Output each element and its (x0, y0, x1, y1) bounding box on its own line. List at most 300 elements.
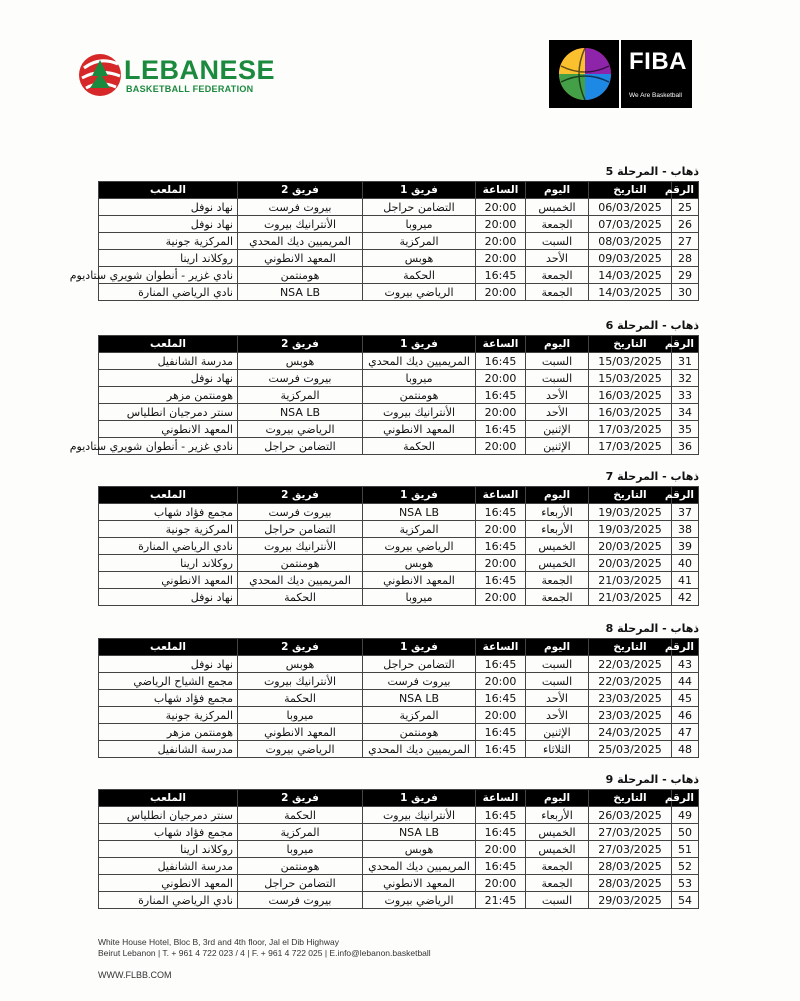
cell-num: 42 (672, 589, 699, 606)
cell-date: 26/03/2025 (589, 807, 672, 824)
cell-time: 16:45 (476, 267, 526, 284)
column-header-day: اليوم (526, 639, 589, 656)
cell-day: السبت (526, 892, 589, 909)
round-title: ذهاب - المرحلة 5 (605, 165, 699, 178)
table-row (99, 892, 699, 909)
table-row (99, 216, 699, 233)
cell-date: 23/03/2025 (589, 707, 672, 724)
cell-date: 15/03/2025 (589, 370, 672, 387)
table-row (99, 438, 699, 455)
cell-team2: المعهد الانطوني (238, 724, 363, 741)
cell-team2: بيروت فرست (238, 504, 363, 521)
cell-time: 20:00 (476, 875, 526, 892)
cell-venue: نهاد نوفل (99, 199, 238, 216)
cell-team2: بيروت فرست (238, 370, 363, 387)
cell-day: السبت (526, 656, 589, 673)
cell-team1: NSA LB (363, 824, 476, 841)
cell-team2: الأنترانيك بيروت (238, 538, 363, 555)
cell-team1: المريميين ديك المحدي (363, 353, 476, 370)
cell-team2: ميروبا (238, 841, 363, 858)
cell-venue: مدرسة الشانفيل (99, 741, 238, 758)
cell-team2: المريميين ديك المحدي (238, 233, 363, 250)
cell-day: السبت (526, 370, 589, 387)
cell-time: 20:00 (476, 841, 526, 858)
cell-team1: الرياضي بيروت (363, 284, 476, 301)
cell-team1: هوبس (363, 250, 476, 267)
cell-date: 19/03/2025 (589, 521, 672, 538)
cell-team2: هوبس (238, 353, 363, 370)
column-header-venue: الملعب (99, 182, 238, 199)
schedule-table (69, 181, 699, 301)
cell-team2: NSA LB (238, 284, 363, 301)
cell-num: 47 (672, 724, 699, 741)
page-header (0, 0, 800, 150)
cell-team1: NSA LB (363, 690, 476, 707)
cell-day: الجمعة (526, 284, 589, 301)
column-header-time: الساعة (476, 487, 526, 504)
column-header-team2: فريق 2 (238, 336, 363, 353)
cell-day: الجمعة (526, 858, 589, 875)
table-row (99, 521, 699, 538)
cell-team1: المريميين ديك المحدي (363, 741, 476, 758)
cell-num: 26 (672, 216, 699, 233)
cell-day: الجمعة (526, 216, 589, 233)
cell-time: 16:45 (476, 421, 526, 438)
cell-time: 20:00 (476, 370, 526, 387)
cell-time: 21:45 (476, 892, 526, 909)
column-header-day: اليوم (526, 336, 589, 353)
cell-venue: نادي غزير - أنطوان شويري ستاديوم (99, 267, 238, 284)
cell-date: 22/03/2025 (589, 656, 672, 673)
cell-venue: هومنتمن مزهر (99, 724, 238, 741)
cell-venue: روكلاند ارينا (99, 841, 238, 858)
cell-num: 37 (672, 504, 699, 521)
cell-team1: الرياضي بيروت (363, 892, 476, 909)
cell-team1: بيروت فرست (363, 673, 476, 690)
table-row (99, 538, 699, 555)
cell-venue: هومنتمن مزهر (99, 387, 238, 404)
cell-team2: الرياضي بيروت (238, 421, 363, 438)
cell-day: الإثنين (526, 421, 589, 438)
schedule-table (98, 789, 699, 909)
cell-date: 24/03/2025 (589, 724, 672, 741)
column-header-team2: فريق 2 (238, 790, 363, 807)
cell-day: الأحد (526, 387, 589, 404)
cell-team1: التضامن حراجل (363, 199, 476, 216)
cell-day: الخميس (526, 824, 589, 841)
fiba-logo (549, 40, 692, 108)
column-header-team1: فريق 1 (363, 487, 476, 504)
cell-num: 49 (672, 807, 699, 824)
cell-time: 20:00 (476, 284, 526, 301)
table-row (99, 504, 699, 521)
cell-date: 28/03/2025 (589, 875, 672, 892)
cell-team1: المعهد الانطوني (363, 875, 476, 892)
column-header-team1: فريق 1 (363, 790, 476, 807)
cell-num: 44 (672, 673, 699, 690)
column-header-time: الساعة (476, 336, 526, 353)
cell-team2: ميروبا (238, 707, 363, 724)
table-header-row (99, 790, 699, 807)
cell-team1: المريميين ديك المحدي (363, 858, 476, 875)
column-header-num: الرقم (672, 487, 699, 504)
cell-date: 06/03/2025 (589, 199, 672, 216)
cell-team2: الأنترانيك بيروت (238, 216, 363, 233)
cell-team1: المركزية (363, 521, 476, 538)
column-header-venue: الملعب (99, 790, 238, 807)
cell-date: 16/03/2025 (589, 387, 672, 404)
cell-num: 34 (672, 404, 699, 421)
cell-time: 20:00 (476, 233, 526, 250)
cell-num: 43 (672, 656, 699, 673)
table-row (99, 421, 699, 438)
table-row (99, 875, 699, 892)
cell-team1: ميروبا (363, 216, 476, 233)
cell-venue: مجمع فؤاد شهاب (99, 824, 238, 841)
cell-date: 19/03/2025 (589, 504, 672, 521)
table-row (99, 370, 699, 387)
cell-num: 32 (672, 370, 699, 387)
cell-venue: نادي الرياضي المنارة (99, 284, 238, 301)
cell-venue: سنتر دمرجيان انطلياس (99, 807, 238, 824)
cell-team2: الحكمة (238, 589, 363, 606)
cell-team2: المريميين ديك المحدي (238, 572, 363, 589)
column-header-team2: فريق 2 (238, 182, 363, 199)
cell-num: 51 (672, 841, 699, 858)
table-row (99, 841, 699, 858)
cell-team1: هومنتمن (363, 387, 476, 404)
cell-team2: المعهد الانطوني (238, 250, 363, 267)
table-header-row (99, 487, 699, 504)
column-header-venue: الملعب (99, 336, 238, 353)
cell-day: الجمعة (526, 875, 589, 892)
fiba-name: FIBA (629, 48, 687, 75)
cell-venue: سنتر دمرجيان انطلياس (99, 404, 238, 421)
cell-day: الأحد (526, 404, 589, 421)
table-header-row (99, 639, 699, 656)
cell-day: السبت (526, 673, 589, 690)
cell-num: 27 (672, 233, 699, 250)
cell-venue: نهاد نوفل (99, 216, 238, 233)
cell-team2: بيروت فرست (238, 892, 363, 909)
table-row (99, 807, 699, 824)
cell-venue: مجمع فؤاد شهاب (99, 504, 238, 521)
cell-time: 20:00 (476, 589, 526, 606)
cell-num: 48 (672, 741, 699, 758)
cell-time: 20:00 (476, 673, 526, 690)
cell-venue: مدرسة الشانفيل (99, 858, 238, 875)
cell-time: 16:45 (476, 353, 526, 370)
cell-num: 39 (672, 538, 699, 555)
table-row (99, 233, 699, 250)
cell-venue: المركزية جونية (99, 233, 238, 250)
cell-team1: الحكمة (363, 267, 476, 284)
cell-time: 20:00 (476, 250, 526, 267)
cell-venue: روكلاند ارينا (99, 250, 238, 267)
federation-name: LEBANESE (124, 55, 276, 85)
table-row (99, 555, 699, 572)
cell-date: 07/03/2025 (589, 216, 672, 233)
cell-day: الخميس (526, 538, 589, 555)
cell-venue: روكلاند ارينا (99, 555, 238, 572)
cell-team2: هومنتمن (238, 267, 363, 284)
column-header-date: التاريخ (589, 790, 672, 807)
cell-time: 16:45 (476, 741, 526, 758)
column-header-num: الرقم (672, 639, 699, 656)
cell-time: 20:00 (476, 199, 526, 216)
column-header-date: التاريخ (589, 639, 672, 656)
cell-team2: التضامن حراجل (238, 438, 363, 455)
cell-day: الجمعة (526, 267, 589, 284)
cell-num: 50 (672, 824, 699, 841)
cell-team1: التضامن حراجل (363, 656, 476, 673)
cell-date: 23/03/2025 (589, 690, 672, 707)
cell-time: 20:00 (476, 438, 526, 455)
cell-date: 08/03/2025 (589, 233, 672, 250)
table-row (99, 589, 699, 606)
column-header-venue: الملعب (99, 639, 238, 656)
cell-time: 16:45 (476, 807, 526, 824)
cell-team1: ميروبا (363, 370, 476, 387)
logo-divider (619, 40, 621, 108)
cell-team2: التضامن حراجل (238, 521, 363, 538)
table-row (99, 690, 699, 707)
cell-team2: المركزية (238, 387, 363, 404)
cell-day: الجمعة (526, 572, 589, 589)
schedule-table (98, 638, 699, 758)
cell-day: الخميس (526, 841, 589, 858)
cell-time: 16:45 (476, 387, 526, 404)
lebanese-federation-logo (78, 50, 276, 102)
table-row (99, 656, 699, 673)
cell-time: 16:45 (476, 572, 526, 589)
cell-day: الجمعة (526, 589, 589, 606)
cell-num: 40 (672, 555, 699, 572)
table-header-row (99, 336, 699, 353)
cell-num: 38 (672, 521, 699, 538)
column-header-team1: فريق 1 (363, 182, 476, 199)
cell-num: 28 (672, 250, 699, 267)
column-header-num: الرقم (672, 182, 699, 199)
cell-time: 16:45 (476, 690, 526, 707)
fiba-tagline: We Are Basketball (629, 92, 682, 99)
cell-day: الإثنين (526, 724, 589, 741)
cell-venue: المركزية جونية (99, 707, 238, 724)
cell-team2: هومنتمن (238, 555, 363, 572)
column-header-team2: فريق 2 (238, 487, 363, 504)
column-header-date: التاريخ (589, 336, 672, 353)
footer-website-link[interactable]: WWW.FLBB.COM (98, 970, 172, 980)
cell-time: 20:00 (476, 404, 526, 421)
cell-venue: المعهد الانطوني (99, 572, 238, 589)
cell-team2: هوبس (238, 656, 363, 673)
table-row (99, 572, 699, 589)
cell-num: 41 (672, 572, 699, 589)
column-header-date: التاريخ (589, 487, 672, 504)
column-header-time: الساعة (476, 639, 526, 656)
cell-day: الأربعاء (526, 521, 589, 538)
table-row (99, 824, 699, 841)
cell-time: 16:45 (476, 858, 526, 875)
cell-team2: الحكمة (238, 807, 363, 824)
cell-num: 45 (672, 690, 699, 707)
table-row (99, 199, 699, 216)
table-row (99, 707, 699, 724)
round-title: ذهاب - المرحلة 8 (605, 622, 699, 635)
cell-venue: نهاد نوفل (99, 589, 238, 606)
cell-date: 21/03/2025 (589, 572, 672, 589)
cell-num: 54 (672, 892, 699, 909)
cedar-ball-icon (78, 50, 126, 100)
cell-num: 29 (672, 267, 699, 284)
table-row (99, 284, 699, 301)
column-header-venue: الملعب (99, 487, 238, 504)
cell-venue: نهاد نوفل (99, 656, 238, 673)
federation-subtitle: BASKETBALL FEDERATION (126, 84, 254, 94)
cell-time: 16:45 (476, 538, 526, 555)
cell-team2: الأنترانيك بيروت (238, 673, 363, 690)
cell-date: 20/03/2025 (589, 555, 672, 572)
cell-num: 46 (672, 707, 699, 724)
cell-time: 16:45 (476, 504, 526, 521)
cell-num: 25 (672, 199, 699, 216)
cell-date: 25/03/2025 (589, 741, 672, 758)
column-header-day: اليوم (526, 790, 589, 807)
cell-team1: الحكمة (363, 438, 476, 455)
cell-team2: هومنتمن (238, 858, 363, 875)
schedule-table (69, 335, 699, 455)
cell-team1: الأنترانيك بيروت (363, 807, 476, 824)
cell-num: 53 (672, 875, 699, 892)
table-row (99, 741, 699, 758)
cell-team2: الحكمة (238, 690, 363, 707)
cell-time: 20:00 (476, 707, 526, 724)
cell-time: 20:00 (476, 216, 526, 233)
cell-venue: مجمع فؤاد شهاب (99, 690, 238, 707)
table-row (99, 387, 699, 404)
table-row (99, 267, 699, 284)
cell-num: 31 (672, 353, 699, 370)
cell-venue: مجمع الشياح الرياضي (99, 673, 238, 690)
cell-team1: المركزية (363, 707, 476, 724)
globe-ball-icon (553, 44, 617, 104)
column-header-num: الرقم (672, 336, 699, 353)
column-header-num: الرقم (672, 790, 699, 807)
cell-venue: المركزية جونية (99, 521, 238, 538)
cell-time: 16:45 (476, 724, 526, 741)
cell-team1: NSA LB (363, 504, 476, 521)
cell-day: الأربعاء (526, 807, 589, 824)
column-header-day: اليوم (526, 182, 589, 199)
cell-team1: هومنتمن (363, 724, 476, 741)
column-header-day: اليوم (526, 487, 589, 504)
schedule-table (98, 486, 699, 606)
cell-venue: نادي الرياضي المنارة (99, 892, 238, 909)
cell-time: 16:45 (476, 824, 526, 841)
cell-day: الثلاثاء (526, 741, 589, 758)
cell-date: 14/03/2025 (589, 267, 672, 284)
cell-date: 21/03/2025 (589, 589, 672, 606)
cell-team2: التضامن حراجل (238, 875, 363, 892)
cell-team1: الرياضي بيروت (363, 538, 476, 555)
cell-venue: نادي غزير - أنطوان شويري ستاديوم (99, 438, 238, 455)
cell-venue: المعهد الانطوني (99, 421, 238, 438)
cell-time: 16:45 (476, 656, 526, 673)
column-header-team2: فريق 2 (238, 639, 363, 656)
column-header-time: الساعة (476, 182, 526, 199)
cell-date: 15/03/2025 (589, 353, 672, 370)
cell-date: 17/03/2025 (589, 421, 672, 438)
cell-date: 28/03/2025 (589, 858, 672, 875)
cell-team2: بيروت فرست (238, 199, 363, 216)
footer-address-line1: White House Hotel, Bloc B, 3rd and 4th floor, Jal el Dib Highway (98, 937, 339, 947)
cell-date: 17/03/2025 (589, 438, 672, 455)
cell-team1: المعهد الانطوني (363, 421, 476, 438)
table-row (99, 858, 699, 875)
footer-address (98, 937, 431, 959)
cell-date: 22/03/2025 (589, 673, 672, 690)
column-header-team1: فريق 1 (363, 639, 476, 656)
cell-date: 16/03/2025 (589, 404, 672, 421)
table-row (99, 250, 699, 267)
cell-date: 09/03/2025 (589, 250, 672, 267)
cell-num: 35 (672, 421, 699, 438)
cell-venue: نادي الرياضي المنارة (99, 538, 238, 555)
cell-day: الخميس (526, 199, 589, 216)
table-row (99, 404, 699, 421)
cell-day: الأحد (526, 250, 589, 267)
column-header-time: الساعة (476, 790, 526, 807)
cell-num: 33 (672, 387, 699, 404)
table-row (99, 353, 699, 370)
table-row (99, 673, 699, 690)
round-title: ذهاب - المرحلة 7 (605, 470, 699, 483)
cell-num: 52 (672, 858, 699, 875)
column-header-date: التاريخ (589, 182, 672, 199)
table-header-row (99, 182, 699, 199)
cell-date: 27/03/2025 (589, 841, 672, 858)
cell-time: 20:00 (476, 521, 526, 538)
table-row (99, 724, 699, 741)
footer-address-line2: Beirut Lebanon | T. + 961 4 722 023 / 4 | F. + 961 4 722 025 | E.info@lebanon.basketball (98, 948, 431, 958)
cell-team1: الأنترانيك بيروت (363, 404, 476, 421)
cell-day: السبت (526, 353, 589, 370)
round-title: ذهاب - المرحلة 6 (605, 319, 699, 332)
column-header-team1: فريق 1 (363, 336, 476, 353)
cell-venue: مدرسة الشانفيل (99, 353, 238, 370)
cell-team1: هوبس (363, 841, 476, 858)
cell-date: 27/03/2025 (589, 824, 672, 841)
cell-team2: NSA LB (238, 404, 363, 421)
cell-team1: ميروبا (363, 589, 476, 606)
cell-day: السبت (526, 233, 589, 250)
cell-time: 20:00 (476, 555, 526, 572)
cell-num: 36 (672, 438, 699, 455)
cell-date: 20/03/2025 (589, 538, 672, 555)
cell-team1: المركزية (363, 233, 476, 250)
cell-num: 30 (672, 284, 699, 301)
cell-team1: هوبس (363, 555, 476, 572)
cell-day: الإثنين (526, 438, 589, 455)
cell-date: 29/03/2025 (589, 892, 672, 909)
cell-day: الأربعاء (526, 504, 589, 521)
cell-team1: المعهد الانطوني (363, 572, 476, 589)
cell-venue: نهاد نوفل (99, 370, 238, 387)
cell-day: الأحد (526, 707, 589, 724)
cell-venue: المعهد الانطوني (99, 875, 238, 892)
round-title: ذهاب - المرحلة 9 (605, 773, 699, 786)
cell-day: الخميس (526, 555, 589, 572)
